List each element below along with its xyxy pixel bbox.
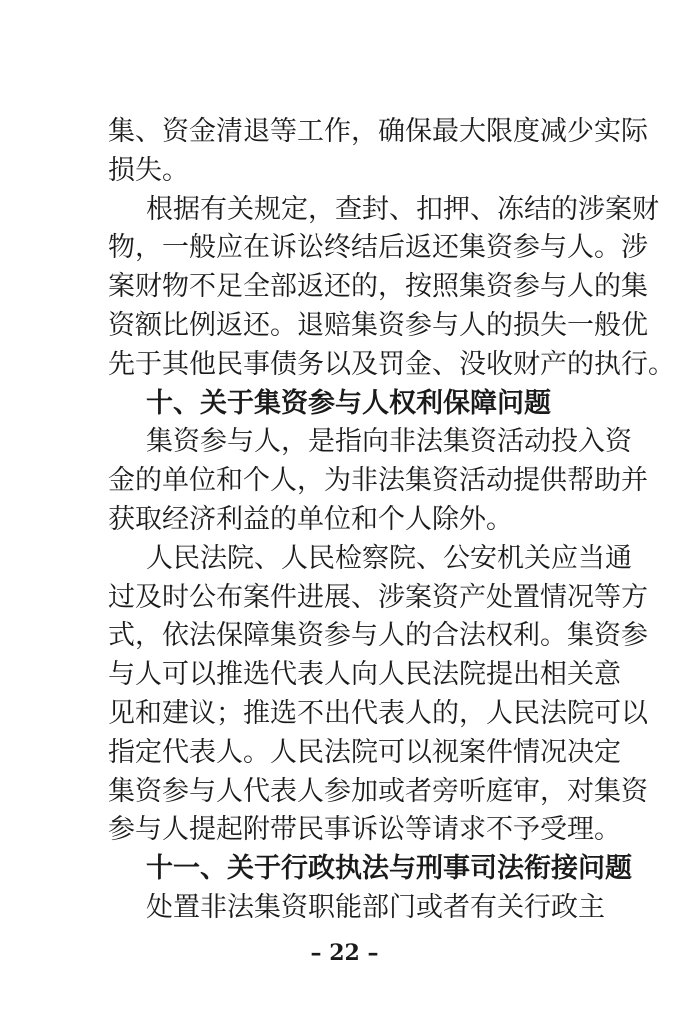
page-number: – 22 – — [310, 939, 379, 966]
section-heading: 十、关于集资参与人权利保障问题 — [146, 387, 551, 419]
body-text-line: 式，依法保障集资参与人的合法权利。集资参 — [108, 620, 648, 652]
body-text-line: 案财物不足全部返还的，按照集资参与人的集 — [108, 271, 648, 303]
paragraph-first-line: 人民法院、人民检察院、公安机关应当通 — [146, 542, 632, 574]
paragraph-first-line: 集资参与人，是指向非法集资活动投入资 — [146, 426, 632, 458]
body-text-line: 集、资金清退等工作，确保最大限度减少实际 — [108, 116, 648, 147]
section-heading: 十一、关于行政执法与刑事司法衔接问题 — [146, 853, 632, 885]
body-text-line: 金的单位和个人，为非法集资活动提供帮助并 — [108, 465, 648, 497]
body-text-line: 损失。 — [108, 154, 189, 186]
body-text-line: 集资参与人代表人参加或者旁听庭审，对集资 — [108, 775, 648, 807]
body-text-line: 与人可以推选代表人向人民法院提出相关意 — [108, 659, 621, 691]
body-text-line: 资额比例返还。退赔集资参与人的损失一般优 — [108, 310, 648, 341]
body-text-line: 过及时公布案件进展、涉案资产处置情况等方 — [108, 581, 648, 613]
paragraph-first-line: 处置非法集资职能部门或者有关行政主 — [146, 892, 605, 923]
body-text-line: 指定代表人。人民法院可以视案件情况决定 — [108, 736, 621, 768]
paragraph-first-line: 根据有关规定，查封、扣押、冻结的涉案财 — [146, 193, 659, 225]
body-text-line: 先于其他民事债务以及罚金、没收财产的执行。 — [108, 348, 675, 380]
body-text-line: 见和建议；推选不出代表人的，人民法院可以 — [108, 698, 648, 729]
body-text-line: 物，一般应在诉讼终结后返还集资参与人。涉 — [108, 232, 648, 264]
body-text-line: 获取经济利益的单位和个人除外。 — [108, 504, 513, 535]
body-text-line: 参与人提起附带民事诉讼等请求不予受理。 — [108, 814, 621, 846]
